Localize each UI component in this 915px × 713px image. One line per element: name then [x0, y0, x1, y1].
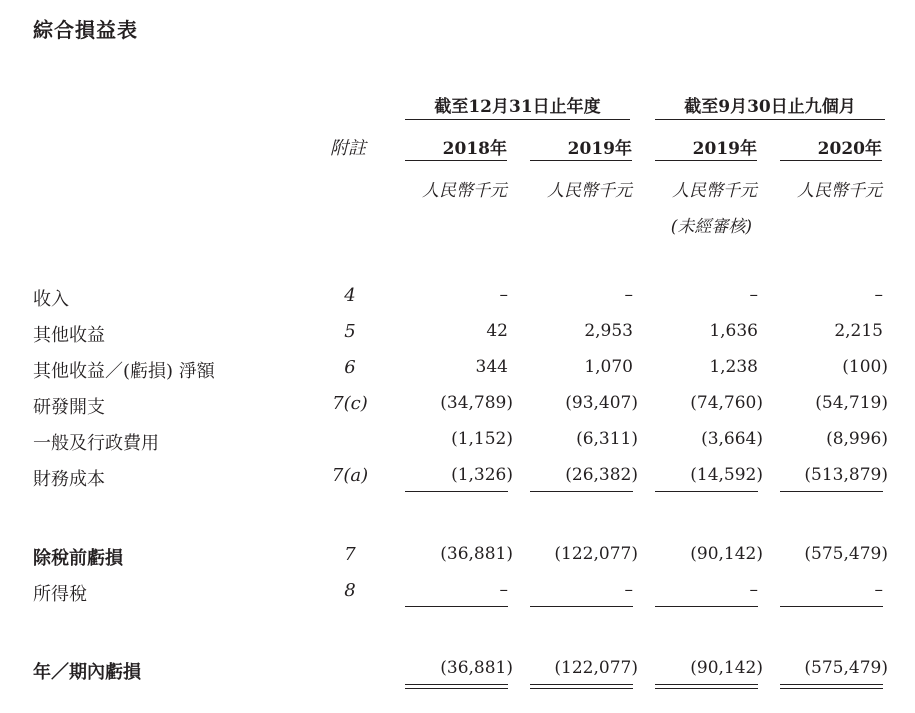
year-header-2020-nine: 2020年 — [817, 139, 882, 159]
note-column-header: 附註 — [330, 138, 366, 159]
table-cell: (122,077) — [554, 544, 638, 564]
year-rule — [655, 160, 757, 161]
total-double-rule — [780, 684, 883, 689]
table-cell: – — [499, 580, 508, 600]
table-cell: 42 — [486, 321, 508, 341]
table-cell: (513,879) — [804, 465, 888, 485]
group-header-year: 截至12月31日止年度 — [434, 97, 601, 117]
subtotal-rule — [530, 491, 633, 492]
table-cell: – — [624, 285, 633, 305]
table-cell: – — [624, 580, 633, 600]
subtotal-rule — [655, 491, 758, 492]
table-cell: – — [499, 285, 508, 305]
table-cell: 2,215 — [834, 321, 883, 341]
page-title: 綜合損益表 — [33, 18, 138, 42]
total-double-rule — [530, 684, 633, 689]
table-cell: (122,077) — [554, 658, 638, 678]
table-cell: (1,152) — [451, 429, 513, 449]
row-label-income-tax: 所得稅 — [33, 584, 87, 605]
row-label-rd-expenses: 研發開支 — [33, 397, 105, 418]
table-cell: (74,760) — [690, 393, 763, 413]
row-note: 4 — [344, 285, 356, 306]
group-header-nine-months: 截至9月30日止九個月 — [684, 97, 856, 117]
table-cell: (575,479) — [804, 544, 888, 564]
table-cell: (90,142) — [690, 544, 763, 564]
row-label-other-gains-losses: 其他收益／(虧損) 淨額 — [33, 361, 215, 382]
table-cell: 1,636 — [709, 321, 758, 341]
table-cell: (36,881) — [440, 658, 513, 678]
subtotal-rule — [405, 491, 508, 492]
table-cell: – — [874, 580, 883, 600]
year-header-2018: 2018年 — [442, 139, 507, 159]
row-note: 7(a) — [331, 465, 369, 486]
table-cell: (14,592) — [690, 465, 763, 485]
table-cell: (93,407) — [565, 393, 638, 413]
table-cell: (90,142) — [690, 658, 763, 678]
table-cell: – — [749, 580, 758, 600]
year-rule — [530, 160, 632, 161]
subtotal-rule — [405, 606, 508, 607]
total-double-rule — [405, 684, 508, 689]
group-rule-nine-months — [655, 119, 885, 120]
table-cell: 1,238 — [709, 357, 758, 377]
unit-header: 人民幣千元 — [797, 181, 882, 201]
table-cell: 2,953 — [584, 321, 633, 341]
table-cell: – — [749, 285, 758, 305]
table-cell: (36,881) — [440, 544, 513, 564]
table-cell: (575,479) — [804, 658, 888, 678]
unit-header: 人民幣千元 — [422, 181, 507, 201]
year-rule — [780, 160, 882, 161]
row-label-finance-costs: 財務成本 — [33, 469, 105, 490]
table-cell: 1,070 — [584, 357, 633, 377]
table-cell: (1,326) — [451, 465, 513, 485]
row-label-admin-expenses: 一般及行政費用 — [33, 433, 159, 454]
row-label-loss-before-tax: 除稅前虧損 — [33, 548, 123, 569]
row-note: 8 — [344, 580, 356, 601]
subtotal-rule — [780, 491, 883, 492]
unaudited-label: (未經審核) — [670, 217, 752, 237]
table-cell: (54,719) — [815, 393, 888, 413]
total-double-rule — [655, 684, 758, 689]
row-note: 5 — [344, 321, 356, 342]
subtotal-rule — [530, 606, 633, 607]
group-rule-year — [405, 119, 630, 120]
row-label-other-income: 其他收益 — [33, 325, 105, 346]
year-header-2019-nine: 2019年 — [692, 139, 757, 159]
table-cell: (26,382) — [565, 465, 638, 485]
table-cell: (34,789) — [440, 393, 513, 413]
table-cell: (8,996) — [826, 429, 888, 449]
table-cell: 344 — [475, 357, 508, 377]
table-cell: (100) — [842, 357, 888, 377]
row-note: 7 — [344, 544, 356, 565]
subtotal-rule — [655, 606, 758, 607]
table-cell: (3,664) — [701, 429, 763, 449]
unit-header: 人民幣千元 — [547, 181, 632, 201]
row-note: 6 — [344, 357, 356, 378]
unit-header: 人民幣千元 — [672, 181, 757, 201]
year-rule — [405, 160, 507, 161]
row-note: 7(c) — [332, 393, 368, 414]
table-cell: (6,311) — [576, 429, 638, 449]
row-label-loss-for-period: 年／期內虧損 — [33, 662, 141, 683]
year-header-2019: 2019年 — [567, 139, 632, 159]
table-cell: – — [874, 285, 883, 305]
subtotal-rule — [780, 606, 883, 607]
row-label-revenue: 收入 — [33, 289, 69, 310]
